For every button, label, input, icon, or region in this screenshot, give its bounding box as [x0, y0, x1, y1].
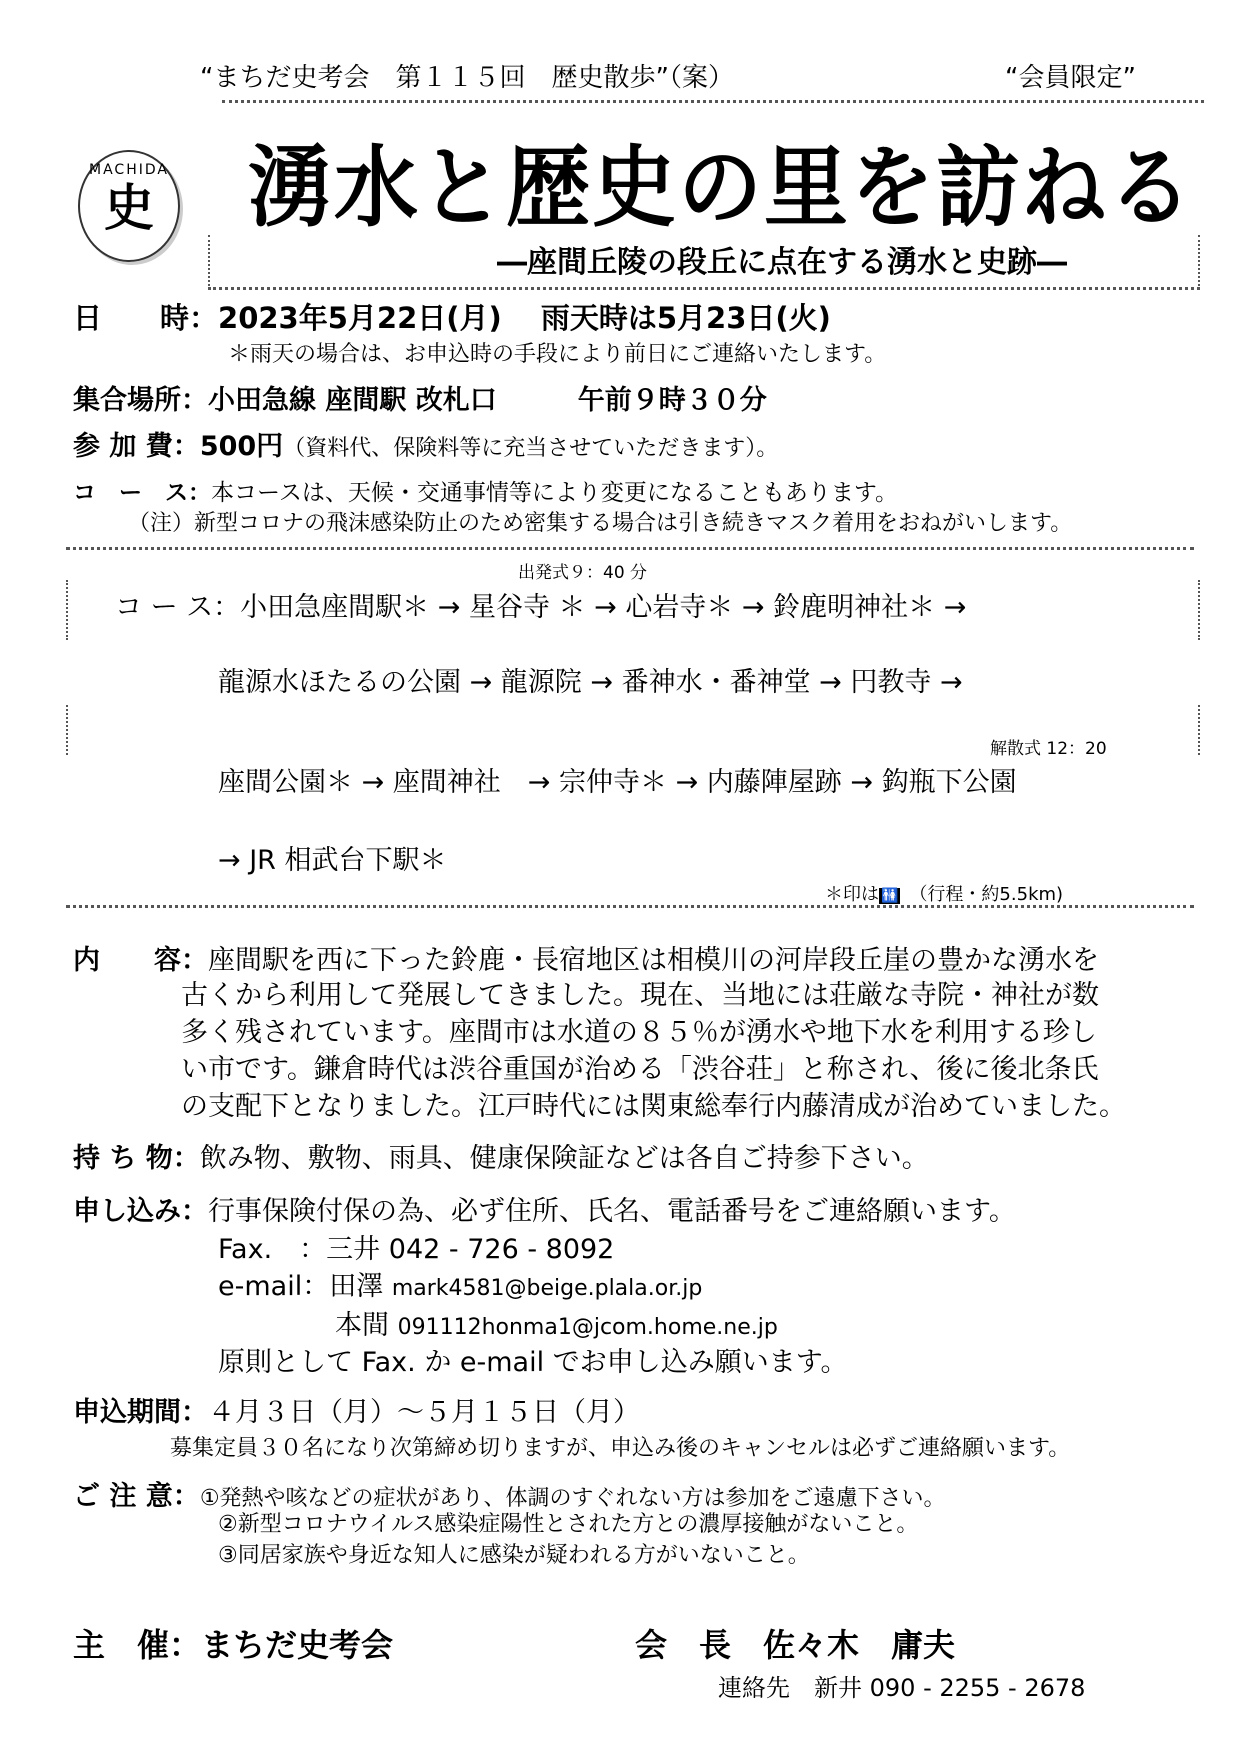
corona-note: （注）新型コロナの飛沫感染防止のため密集する場合は引き続きマスク着用をおねがいします。: [128, 511, 1073, 536]
course-line-2: 龍源水ほたるの公園 → 龍源院 → 番神水・番神堂 → 円教寺 →: [218, 667, 963, 698]
course-line-3: 座間公園＊ → 座間神社 → 宗仲寺＊ → 内藤陣屋跡 → 鈎瓶下公園: [218, 767, 1017, 798]
course-line-4: → JR 相武台下駅＊: [218, 845, 447, 876]
fax-row: Fax. ：三井 042 - 726 - 8092: [218, 1234, 615, 1265]
end-time: 解散式 12：20: [990, 739, 1107, 759]
restroom-icon: 🚻: [881, 888, 899, 904]
contact: 連絡先 新井 090 - 2255 - 2678: [718, 1674, 1086, 1702]
divider: [208, 235, 210, 290]
period-note: 募集定員３０名になり次第締め切りますが、申込み後のキャンセルは必ずご連絡願います。: [170, 1436, 1071, 1461]
content-section: 内 容：座間駅を西に下った鈴鹿・長宿地区は相模川の河岸段丘崖の豊かな湧水を 古くから利用して発展してきました。現在、当地には荘厳な寺院・神社が数 多く残されています。座間市は水道の８５％が湧水や地下水を利用する珍し い市です。鎌倉時代は渋谷重国が治める「渋谷荘」と称され、後に後北条氏 の支配下となりました。江戸時代には関東総奉行内藤清成が治めていました。: [73, 945, 1126, 1122]
meeting-row: 集合場所：小田急線 座間駅 改札口 午前９時３０分: [73, 385, 767, 416]
divider: [208, 287, 1200, 290]
date-row: 日 時：2023年5月22日(月) 雨天時は5月23日(火): [73, 301, 831, 335]
start-time: 出発式９：40 分: [518, 563, 648, 583]
restroom-legend: ＊印は 🚻 （行程・約5.5km): [825, 884, 1064, 905]
divider: [1198, 580, 1200, 640]
divider: [66, 547, 1194, 550]
email-row-1: e-mail：田澤 mark4581@beige.plala.or.jp: [218, 1271, 703, 1302]
organizer: 主 催：まちだ史考会: [73, 1626, 394, 1664]
divider: [66, 905, 1194, 908]
caution-item: ③同居家族や身近な知人に感染が疑われる方がいないこと。: [218, 1543, 810, 1568]
chairman: 会 長 佐々木 庸夫: [635, 1626, 956, 1664]
email-link-2[interactable]: 091112honma1@jcom.home.ne.jp: [397, 1315, 778, 1340]
caution-item: ②新型コロナウイルス感染症陽性とされた方との濃厚接触がないこと。: [218, 1512, 919, 1537]
apply-row: 申し込み：行事保険付保の為、必ず住所、氏名、電話番号をご連絡願います。: [73, 1196, 1016, 1227]
course-note: コ ー ス：本コースは、天候・交通事情等により変更になることもあります。: [73, 480, 899, 506]
belongings-row: 持 ち 物：飲み物、敷物、雨具、健康保険証などは各自ご持参下さい。: [73, 1143, 929, 1174]
fee-row: 参 加 費：500円（資料代、保険料等に充当させていただきます）。: [73, 431, 779, 462]
divider: [222, 100, 1204, 103]
caution-row: ご 注 意：①発熱や咳などの症状があり、体調のすぐれない方は参加をご遠慮下さい。: [73, 1481, 946, 1512]
period-row: 申込期間：４月３日（月）～５月１５日（月）: [73, 1397, 640, 1428]
email-row-2: 本間 091112honma1@jcom.home.ne.jp: [335, 1310, 778, 1341]
email-link-1[interactable]: mark4581@beige.plala.or.jp: [391, 1276, 703, 1301]
members-only: “会員限定”: [1005, 63, 1136, 93]
divider: [1198, 705, 1200, 755]
machida-logo: MACHIDA 史: [78, 150, 180, 262]
subtitle: ―座間丘陵の段丘に点在する湧水と史跡―: [497, 245, 1067, 280]
rain-note: ＊雨天の場合は、お申込時の手段により前日にご連絡いたします。: [228, 342, 887, 367]
divider: [66, 580, 68, 640]
apply-rule: 原則として Fax. か e-mail でお申し込み願います。: [218, 1347, 848, 1378]
page-title: 湧水と歴史の里を訪ねる: [248, 135, 1195, 239]
divider: [66, 705, 68, 755]
course-line-1: コ ー ス：小田急座間駅＊ → 星谷寺 ＊ → 心岩寺＊ → 鈴鹿明神社＊ →: [115, 592, 967, 623]
series-header: “まちだ史考会 第１１５回 歴史散歩”（案）: [200, 63, 734, 93]
divider: [1198, 235, 1200, 290]
